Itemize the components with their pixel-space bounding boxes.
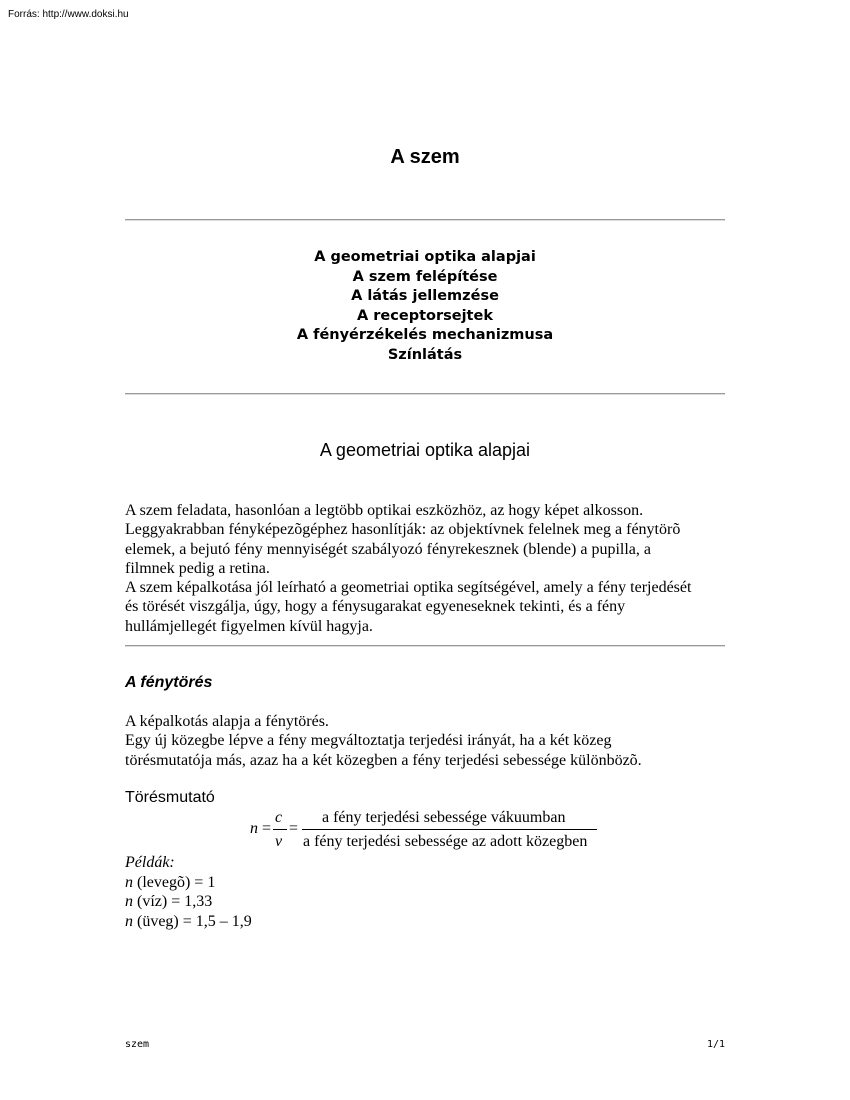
example-text: (üveg) = 1,5 – 1,9 — [133, 912, 252, 930]
example-symbol: n — [125, 873, 133, 891]
formula-equals: = — [262, 820, 272, 837]
example-symbol: n — [125, 893, 133, 910]
paragraph-line: hullámjellegét figyelmen kívül hagyja. — [125, 617, 373, 635]
example-symbol: n — [125, 912, 133, 930]
examples-list — [125, 853, 252, 931]
intro-paragraph — [125, 501, 735, 636]
formula-c: c — [275, 809, 283, 826]
formula-numerator: a fény terjedési sebessége vákuumban — [322, 809, 566, 826]
paragraph-line: Leggyakrabban fényképezõgéphez hasonlítják: az objektívnek felelnek meg a fénytörõ — [125, 521, 681, 539]
divider-section — [125, 645, 725, 647]
divider-top — [125, 219, 725, 221]
formula-v: v — [275, 833, 283, 850]
toc-item: A geometriai optika alapjai — [314, 249, 536, 265]
example-item — [125, 892, 252, 912]
footer-left: szem — [125, 1039, 150, 1050]
formula-equals-2: = — [289, 820, 299, 837]
section-heading: A geometriai optika alapjai — [319, 440, 531, 460]
refractive-index-formula — [248, 808, 608, 854]
paragraph-line: A szem képalkotása jól leírható a geometriai optika segítségével, amely a fény terjedését — [125, 579, 692, 597]
fraction-bar-small — [273, 829, 287, 830]
paragraph-line: és törését viszgálja, úgy, hogy a fénysugarakat egyeneseknek tekinti, és a fény — [125, 598, 626, 616]
examples-label: Példák: — [125, 854, 175, 871]
toc-item: A látás jellemzése — [351, 288, 499, 304]
paragraph-line: filmnek pedig a retina. — [125, 559, 270, 577]
page-title: A szem — [390, 146, 460, 168]
source-label: Forrás: http://www.doksi.hu — [8, 9, 129, 20]
toc-item: A receptorsejtek — [357, 307, 493, 324]
formula-n: n — [250, 820, 258, 837]
toc-item: A szem felépítése — [352, 268, 498, 285]
paragraph-line: Egy új közegbe lépve a fény megváltoztatja terjedési irányát, ha a két közeg — [125, 732, 612, 750]
example-item — [125, 912, 252, 932]
table-of-contents — [0, 248, 850, 365]
footer-page-number: 1/1 — [706, 1039, 725, 1050]
toc-item: A fényérzékelés mechanizmusa — [296, 327, 554, 343]
paragraph-line: törésmutatója más, azaz ha a két közegben a fény terjedési sebessége különbözõ. — [125, 751, 642, 769]
fraction-bar-large — [302, 829, 597, 830]
formula-denominator: a fény terjedési sebessége az adott közegben — [303, 833, 588, 850]
paragraph-line: A szem feladata, hasonlóan a legtöbb optikai eszközhöz, az hogy képet alkosson. — [125, 502, 644, 519]
example-text: (levegõ) = 1 — [133, 873, 216, 891]
toc-item: Színlátás — [387, 346, 463, 363]
subsection-heading: A fénytörés — [125, 674, 213, 691]
refractive-index-label: Törésmutató — [125, 789, 215, 806]
example-text: (víz) = 1,33 — [133, 893, 213, 910]
refraction-paragraph — [125, 712, 735, 770]
example-item — [125, 873, 252, 893]
paragraph-line: A képalkotás alapja a fénytörés. — [125, 713, 329, 730]
paragraph-line: elemek, a bejutó fény mennyiségét szabályozó fényrekesznek (blende) a pupilla, a — [125, 540, 651, 558]
divider-toc — [125, 393, 725, 395]
